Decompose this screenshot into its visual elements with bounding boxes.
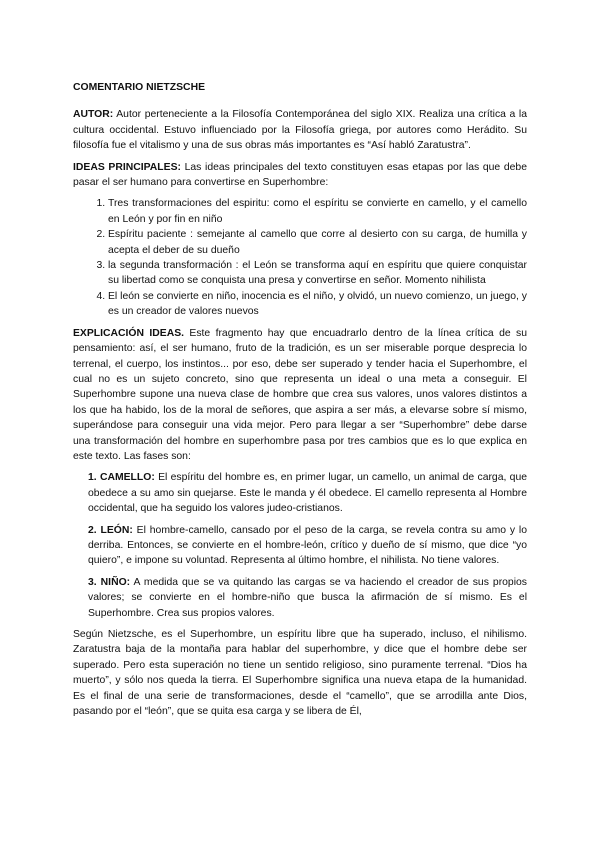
fase-label: 1. CAMELLO:	[88, 472, 155, 484]
fase-leon	[88, 523, 527, 569]
document-title: COMENTARIO NIETZSCHE	[73, 82, 205, 93]
fase-text: El hombre-camello, cansado por el peso de la carga, se revela contra su amo y lo derriba. Entonces, se convierte en el hombre-león, crítico y dueño de sí mismo, que dice “yo quiero”, e impone su voluntad. Representa al último hombre, el nihilista. No tiene valores.	[88, 524, 527, 567]
conclusion-paragraph: Según Nietzsche, es el Superhombre, un espíritu libre que ha superado, incluso, el nihilismo. Zaratustra baja de la montaña para hablar del superhombre, y dice que el hombre debe ser superado. Pero esta superación no tiene un sentido religioso, sino puramente terrenal. “Dios ha muerto”, y sólo nos queda la tierra. El Superhombre significa una nueva etapa de la humanidad. Es el final de una serie de transformaciones, desde el “camello”, que se arrodilla ante Dios, pasando por el “león”, que se quita esa carga y se libera de Él,	[73, 629, 527, 718]
autor-text: Autor perteneciente a la Filosofía Contemporánea del siglo XIX. Realiza una crítica a la cultura occidental. Estuvo influenciado por la Filosofía griega, por autores como Herádito. Su filosofía fue el vitalismo y una de sus obras más importantes es “Así habló Zaratustra”.	[73, 109, 527, 152]
ideas-list	[73, 196, 527, 319]
list-item: 2. Espíritu paciente : semejante al camello que corre al desierto con su carga, de humilla y acepta el deber de su dueño	[108, 227, 527, 258]
ideas-paragraph	[73, 160, 527, 191]
ideas-label: IDEAS PRINCIPALES:	[73, 161, 181, 173]
autor-paragraph	[73, 107, 527, 153]
fase-label: 2. LEÓN:	[88, 524, 133, 536]
list-item: 4. El león se convierte en niño, inocencia es el niño, y olvidó, un nuevo comienzo, un juego, y es un creador de valores nuevos	[108, 289, 527, 320]
explicacion-paragraph	[73, 326, 527, 465]
list-item: 1. Tres transformaciones del espiritu: como el espíritu se convierte en camello, y el camello en León y por fin en niño	[108, 196, 527, 227]
explicacion-label: EXPLICACIÓN IDEAS.	[73, 327, 185, 339]
explicacion-text: Este fragmento hay que encuadrarlo dentro de la línea crítica de su pensamiento: así, el ser humano, fruto de la tradición, es un ser miserable porque desprecia lo terrenal, el cuerpo, los instintos... por eso, debe ser superado y tender hacia el Superhombre, el cual no es un sujeto concreto, sino que representa un ideal o una meta a conseguir. El Superhombre supone una nueva clase de hombre que crea sus valores, unos valores distintos a los que ha habido, los de la moral de señores, que aspira a ser más, a elevarse sobre sí mismo, superándose para conseguir una vida mejor. Pero para llegar a ser “Superhombre” debe darse una transformación del hombre en superhombre pasa por tres cambios que es lo que explica en este texto. Las fases son:	[73, 327, 527, 462]
fase-label: 3. NIÑO:	[88, 576, 131, 588]
ideas-text: Las ideas principales del texto constituyen esas etapas por las que debe pasar el ser humano para convertirse en Superhombre:	[73, 161, 527, 189]
fase-nino	[88, 575, 527, 621]
autor-label: AUTOR:	[73, 109, 114, 121]
document-page	[73, 80, 527, 725]
list-item: 3. la segunda transformación : el León se transforma aquí en espíritu que quiere conquistar su libertad como se conquista una presa y convertirse en señor. Momento nihilista	[108, 258, 527, 289]
fase-camello	[88, 470, 527, 516]
fase-text: El espíritu del hombre es, en primer lugar, un camello, un animal de carga, que obedece a su amo sin quejarse. Este le manda y él obedece. El camello representa al Hombre occidental, que ha seguido los valores judeo-cristianos.	[88, 472, 527, 515]
fase-text: A medida que se va quitando las cargas se va haciendo el creador de sus propios valores; se convierte en el hombre-niño que busca la afirmación de sí mismo. Es el Superhombre. Crea sus propios valores.	[88, 576, 527, 619]
